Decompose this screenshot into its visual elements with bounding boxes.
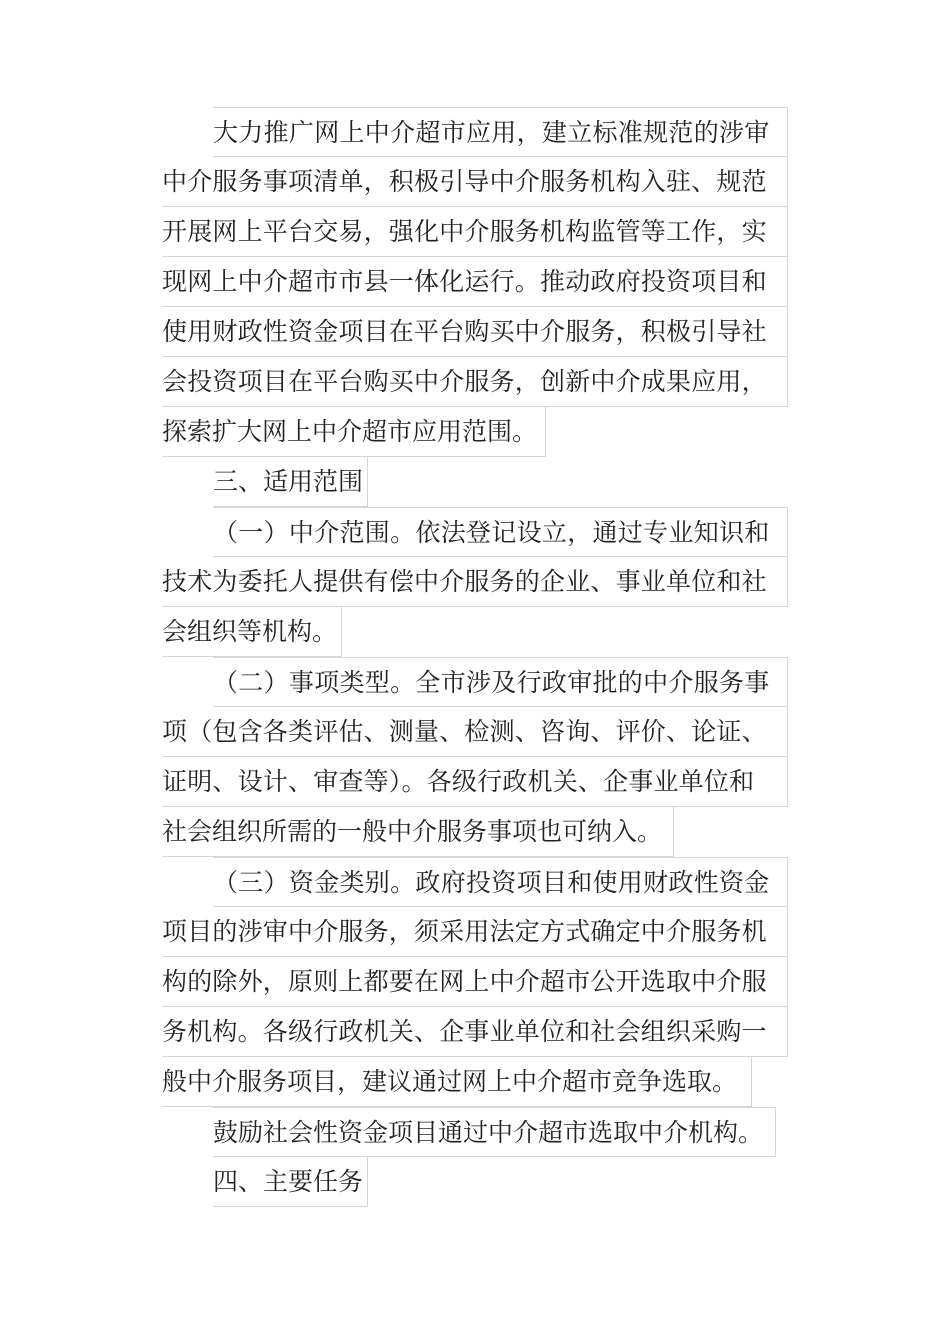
- text-line: 鼓励社会性资金项目通过中介超市选取中介机构。: [213, 1107, 776, 1157]
- text-line: 社会组织所需的一般中介服务事项也可纳入。: [162, 807, 674, 857]
- text-line: （一）中介范围。依法登记设立，通过专业知识和: [213, 507, 788, 557]
- text-line: 证明、设计、审查等）。各级行政机关、企事业单位和: [162, 757, 788, 807]
- text-line: 构的除外，原则上都要在网上中介超市公开选取中介服: [162, 957, 788, 1007]
- text-line: 现网上中介超市市县一体化运行。推动政府投资项目和: [162, 257, 788, 307]
- text-line: 项（包含各类评估、测量、检测、咨询、评价、论证、: [162, 707, 788, 757]
- text-line: 会组织等机构。: [162, 607, 342, 657]
- text-line: 探索扩大网上中介超市应用范围。: [162, 407, 546, 457]
- section-heading: 四、主要任务: [213, 1157, 368, 1207]
- text-line: 般中介服务项目，建议通过网上中介超市竞争选取。: [162, 1057, 752, 1107]
- text-line: 中介服务事项清单，积极引导中介服务机构入驻、规范: [162, 157, 788, 207]
- text-line: 大力推广网上中介超市应用，建立标准规范的涉审: [213, 107, 788, 157]
- text-line: （二）事项类型。全市涉及行政审批的中介服务事: [213, 657, 788, 707]
- text-line: 技术为委托人提供有偿中介服务的企业、事业单位和社: [162, 557, 788, 607]
- text-line: 务机构。各级行政机关、企事业单位和社会组织采购一: [162, 1007, 788, 1057]
- text-line: 项目的涉审中介服务，须采用法定方式确定中介服务机: [162, 907, 788, 957]
- text-line: 会投资项目在平台购买中介服务，创新中介成果应用，: [162, 357, 788, 407]
- text-line: 使用财政性资金项目在平台购买中介服务，积极引导社: [162, 307, 788, 357]
- section-heading: 三、适用范围: [213, 457, 368, 507]
- text-line: 开展网上平台交易，强化中介服务机构监管等工作，实: [162, 207, 788, 257]
- text-line: （三）资金类别。政府投资项目和使用财政性资金: [213, 857, 788, 907]
